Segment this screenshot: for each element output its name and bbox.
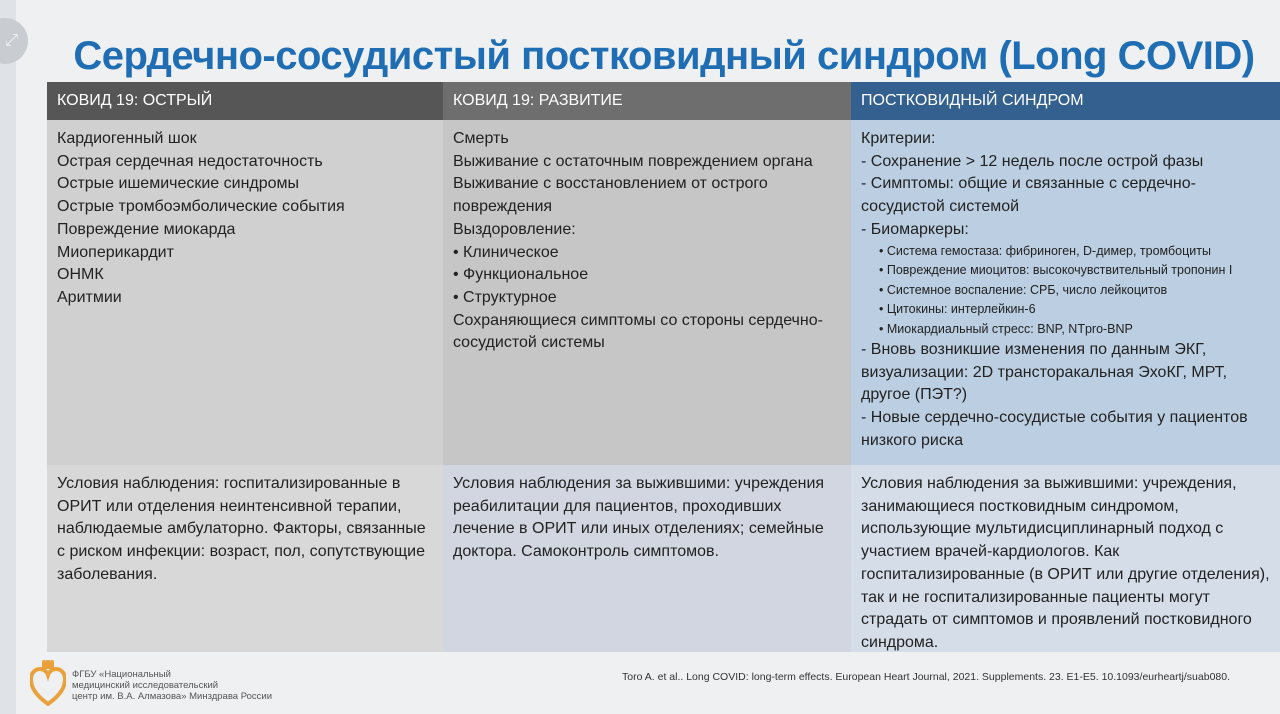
list-item: Острая сердечная недостаточность — [57, 152, 323, 170]
list-item: - Симптомы: общие и связанные с сердечно-сосудистой системой — [861, 175, 1196, 216]
biomarker-item: • Цитокины: интерлейкин-6 — [879, 302, 1036, 317]
left-edge-bar — [0, 0, 16, 714]
biomarker-item: • Система гемостаза: фибриноген, D-димер, тромбоциты — [879, 243, 1211, 258]
list-item: • Функциональное — [453, 266, 589, 284]
development-observation: Условия наблюдения за выжившими: учреждения реабилитации для пациентов, проходивших лечение в ОРИТ или иных отделениях; семейные доктора. Самоконтроль симптомов. — [443, 465, 851, 652]
list-item: Кардиогенный шок — [57, 130, 197, 147]
organization-name: ФГБУ «Национальный медицинский исследовательский центр им. В.А. Алмазова» Минздрава России — [72, 669, 273, 702]
postcovid-observation: Условия наблюдения за выжившими: учреждения, занимающиеся постковидным синдромом, использующие мультидисциплинарный подход с участием врачей-кардиологов. Как госпитализированные (в ОРИТ или другие отделения), так и не госпитализированные пациенты могут страдать от симптомов и проявлений постковидного синдрома. — [851, 465, 1280, 652]
heart-logo-icon — [30, 660, 66, 706]
list-item: Выживание с остаточным повреждением органа — [453, 152, 813, 170]
list-item: ОНМК — [57, 266, 104, 284]
postcovid-body — [851, 120, 1280, 465]
list-item: Выздоровление: — [453, 220, 576, 238]
list-item: Повреждение миокарда — [57, 220, 236, 238]
header-development: КОВИД 19: РАЗВИТИЕ — [443, 82, 851, 120]
list-item: Смерть — [453, 130, 509, 147]
development-body — [443, 120, 851, 465]
list-item: - Биомаркеры: — [861, 220, 969, 238]
list-item: - Новые сердечно-сосудистые события у пациентов низкого риска — [861, 409, 1248, 449]
list-item: - Вновь возникшие изменения по данным ЭКГ, визуализации: 2D трансторакальная ЭхоКГ, МРТ, другое (ПЭТ?) — [861, 341, 1228, 404]
comparison-table — [47, 82, 1280, 652]
list-item: • Структурное — [453, 288, 557, 306]
list-item: Острые тромбоэмболические события — [57, 198, 345, 216]
header-acute: КОВИД 19: ОСТРЫЙ — [47, 82, 443, 120]
list-item: Острые ишемические синдромы — [57, 175, 300, 193]
list-item: • Клиническое — [453, 243, 559, 261]
list-item: Выживание с восстановлением от острого повреждения — [453, 175, 768, 216]
header-postcovid: ПОСТКОВИДНЫЙ СИНДРОМ — [851, 82, 1280, 120]
biomarker-item: • Системное воспаление: СРБ, число лейкоцитов — [879, 282, 1168, 297]
expand-icon[interactable]: ⤢ — [0, 18, 28, 64]
citation: Toro A. et al.. Long COVID: long-term effects. European Heart Journal, 2021. Supplements. 23. E1-E5. 10.1093/eurheartj/suab080. — [622, 671, 1231, 683]
acute-observation: Условия наблюдения: госпитализированные в ОРИТ или отделения неинтенсивной терапии, наблюдаемые амбулаторно. Факторы, связанные с риском инфекции: возраст, пол, сопутствующие заболевания. — [47, 465, 443, 652]
biomarker-item: • Миокардиальный стресс: BNP, NTpro-BNP — [879, 321, 1133, 336]
list-item: - Сохранение > 12 недель после острой фазы — [861, 152, 1204, 170]
list-item: Аритмии — [57, 288, 122, 306]
list-item: Сохраняющиеся симптомы со стороны сердечно-сосудистой системы — [453, 311, 823, 352]
slide-title: Сердечно-сосудистый постковидный синдром (Long COVID) — [73, 34, 1255, 78]
biomarker-item: • Повреждение миоцитов: высокочувствительный тропонин I — [879, 263, 1233, 278]
list-item: Критерии: — [861, 130, 936, 147]
acute-body — [47, 120, 443, 465]
list-item: Миоперикардит — [57, 243, 174, 261]
